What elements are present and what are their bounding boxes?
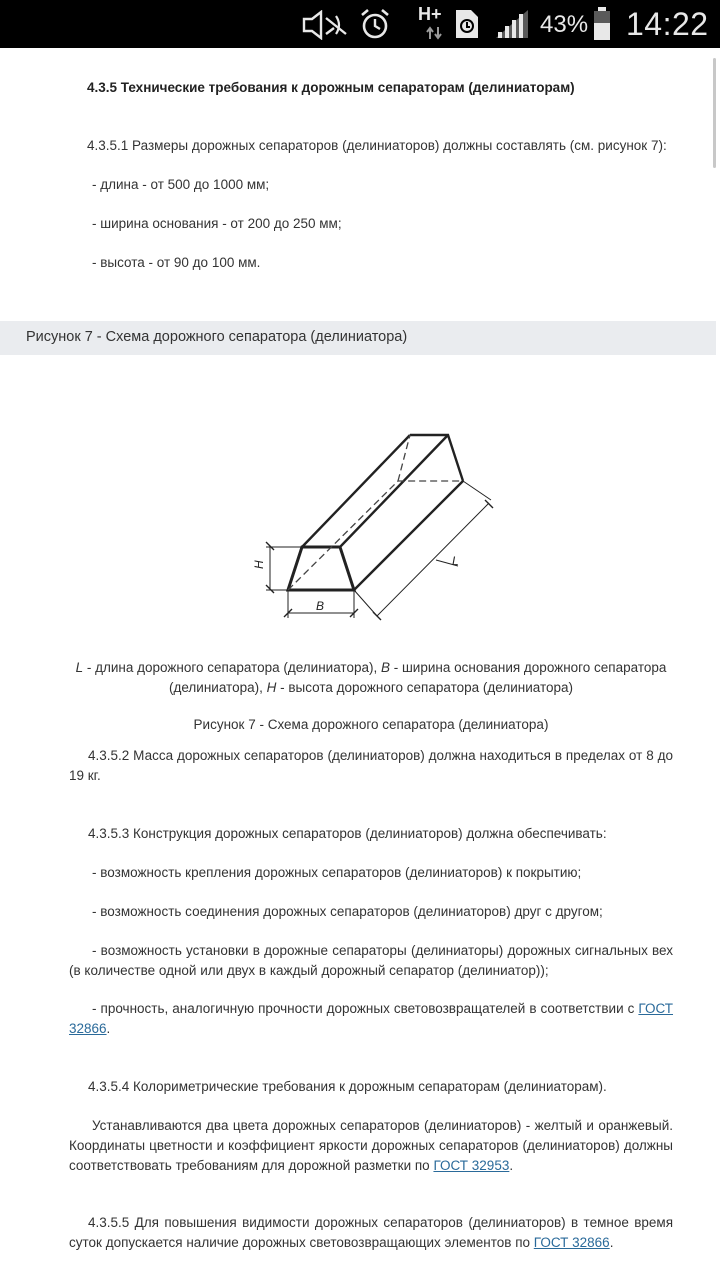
gost-32866-link[interactable]: ГОСТ 32866	[69, 1001, 673, 1036]
colors-text: Устанавливаются два цвета дорожных сепараторов (делиниаторов) - желтый и оранжевый. Координаты цветности и коэффициент яркости дорожных сепараторов (делиниаторов) должны соответствовать требованиям для дорожной разметки по	[69, 1118, 673, 1173]
dimension-height: - высота - от 90 до 100 мм.	[92, 255, 261, 270]
sim-icon	[454, 8, 480, 40]
mute-icon	[300, 10, 352, 40]
legend-b-text: - ширина основания дорожного сепаратора (делиниатора),	[169, 660, 667, 695]
figure-caption: Рисунок 7 - Схема дорожного сепаратора (делиниатора)	[193, 717, 549, 732]
figure-banner	[0, 321, 716, 355]
paragraph-colors	[69, 1116, 673, 1176]
label-b: B	[316, 599, 325, 613]
colors-end: .	[509, 1158, 514, 1173]
gost-32953-link[interactable]: ГОСТ 32953	[433, 1158, 510, 1173]
gost-32866-link-2[interactable]: ГОСТ 32866	[533, 1235, 610, 1250]
figure-banner-title: Рисунок 7 - Схема дорожного сепаратора (делиниатора)	[26, 329, 408, 345]
section-heading: 4.3.5 Технические требования к дорожным сепараторам (делиниаторам)	[87, 80, 575, 95]
label-h: H	[252, 560, 266, 569]
strength-text: - прочность, аналогичную прочности дорожных световозвращателей в соответствии с	[92, 1001, 639, 1016]
paragraph-4-3-5-5	[69, 1213, 673, 1253]
status-bar	[0, 0, 720, 48]
dimension-length: - длина - от 500 до 1000 мм;	[92, 177, 270, 192]
list-item-fastening: - возможность крепления дорожных сепараторов (делиниаторов) к покрытию;	[92, 865, 582, 880]
visibility-text: 4.3.5.5 Для повышения видимости дорожных сепараторов (делиниаторов) в темное время суток допускается наличие дорожных световозвращающих элементов по	[69, 1215, 673, 1250]
legend-h-symbol: H	[266, 680, 277, 695]
paragraph-4-3-5-4: 4.3.5.4 Колориметрические требования к дорожным сепараторам (делиниаторам).	[88, 1079, 607, 1094]
strength-end: .	[106, 1021, 111, 1036]
data-arrows-icon	[424, 25, 444, 41]
legend-h-text: - высота дорожного сепаратора (делиниатора)	[276, 680, 573, 695]
signal-icon	[494, 8, 530, 40]
visibility-end: .	[609, 1235, 614, 1250]
battery-percent: 43%	[540, 11, 589, 38]
document-content	[0, 48, 720, 1280]
battery-icon	[592, 6, 612, 42]
list-item-signal-posts: - возможность установки в дорожные сепараторы (делиниаторы) дорожных сигнальных вех (в количестве одной или двух в каждый дорожный сепаратор (делиниатор));	[69, 943, 673, 978]
figure-legend	[70, 658, 672, 698]
label-l: L	[452, 554, 459, 568]
list-item-connection: - возможность соединения дорожных сепараторов (делиниаторов) друг с другом;	[92, 904, 603, 919]
paragraph-4-3-5-1: 4.3.5.1 Размеры дорожных сепараторов (делиниаторов) должны составлять (см. рисунок 7):	[87, 138, 667, 153]
legend-b-symbol: B	[380, 660, 390, 675]
legend-l-text: - длина дорожного сепаратора (делиниатора),	[83, 660, 381, 675]
paragraph-4-3-5-3: 4.3.5.3 Конструкция дорожных сепараторов (делиниаторов) должна обеспечивать:	[88, 826, 607, 841]
list-item-strength	[69, 999, 673, 1039]
dimension-width: - ширина основания - от 200 до 250 мм;	[92, 216, 342, 231]
separator-diagram	[250, 428, 500, 628]
network-hplus-icon: H+	[418, 4, 442, 24]
paragraph-4-3-5-2: 4.3.5.2 Масса дорожных сепараторов (делиниаторов) должна находиться в пределах от 8 до 19 кг.	[69, 748, 673, 783]
alarm-icon	[359, 8, 391, 40]
clock: 14:22	[626, 6, 709, 42]
legend-l-symbol: L	[75, 660, 84, 675]
